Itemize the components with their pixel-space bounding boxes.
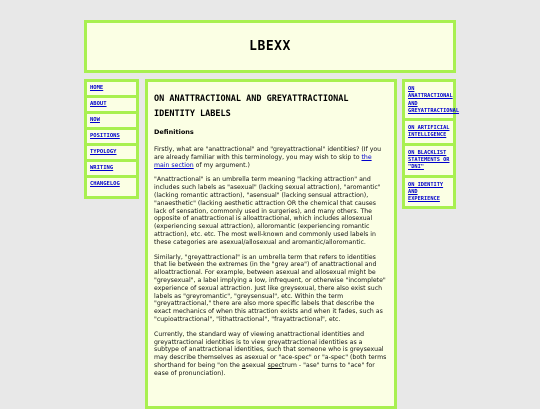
nav-item-home[interactable]: HOME [87,82,136,98]
nav-item-about[interactable]: ABOUT [87,98,136,114]
right-nav [402,79,460,209]
paragraph-current-view-mid: sexual [245,361,268,369]
section-heading-definitions: Definitions [154,128,194,136]
nav-item-now[interactable]: NOW [87,114,136,130]
paragraph-current-view-text: Currently, the standard way of viewing anattractional identities and greyattractional identities is to view greyattractional identities as a subtype of anattractional identities, such that someone who is greysexual may describe themselves as asexual or "ace-spec" or "a-spec" (both terms shorthand for being "on the [154,330,387,369]
rnav-item-artificial-intelligence[interactable]: ON ARTIFICIAL INTELLIGENCE [405,121,453,146]
paragraph-greyattractional: Similarly, "greyattractional" is an umbrella term that refers to identities that lie between the extremes (in the "grey area") of anattractional and alloattractional. For example, between asexual and allosexual might be "greysexual", a label implying a low, infrequent, or otherwise "incomplete" experience of sexual attraction. Just like greysexual, there also exist such labels as "greyromantic", "greysensual", etc. Within the term "greyattractional," there are also more specific labels that describe the exact mechanics of when this attraction exists and when it fades, such as "cupioattractional", "lithattractional", "frayattractional", etc. [154,253,386,323]
rnav-item-anattractional[interactable]: ON ANATTRACTIONAL AND GREYATTRACTIONAL [405,82,453,121]
underlined-a: a [241,361,246,369]
paragraph-anattractional: "Anattractional" is an umbrella term meaning "lacking attraction" and includes such labels as "asexual" (lacking sexual attraction), "aromantic" (lacking romantic attraction), "asensual" (lacking sensual attraction), "anaesthetic" (lacking aesthetic attraction OR the chemical that causes lack of sensation, commonly used in surgeries), and many others. The opposite of anattractional is alloattractional, which includes allosexual (experiencing sexual attraction), alloromantic (experiencing romantic attraction), etc. etc. The most well-known and commonly used labels in these categories are asexual/allosexual and aromantic/alloromantic. [154,176,381,246]
site-title: LBEXX [249,39,291,54]
nav-item-changelog[interactable]: CHANGELOG [90,181,120,187]
left-nav [84,79,139,199]
paragraph-intro-text: Firstly, what are "anattractional" and "greyattractional" identities? (If you are already familiar with this terminology, you may wish to skip to [154,146,382,161]
paragraph-intro-tail: of my argument.) [193,161,250,169]
rnav-item-blacklist-statements[interactable]: ON BLACKLIST STATEMENTS OR "DNI" [405,146,453,178]
rnav-item-identity-experience[interactable]: ON IDENTITY AND EXPERIENCE [408,181,444,203]
paragraph-current-view-tail: trum - "ase" turns to "ace" for ease of pronunciation). [154,361,375,377]
nav-item-writing[interactable]: WRITING [87,162,136,178]
underlined-spec: spec [267,361,282,369]
main-section-link[interactable]: the main section [154,153,372,169]
nav-item-positions[interactable]: POSITIONS [87,130,136,146]
paragraph-intro [154,146,388,169]
main-content [145,79,397,409]
nav-item-typology[interactable]: TYPOLOGY [87,146,136,162]
article-title: ON ANATTRACTIONAL AND GREYATTRACTIONAL IDENTITY LABELS [154,94,349,119]
paragraph-current-view [154,331,388,378]
site-header [84,20,456,73]
